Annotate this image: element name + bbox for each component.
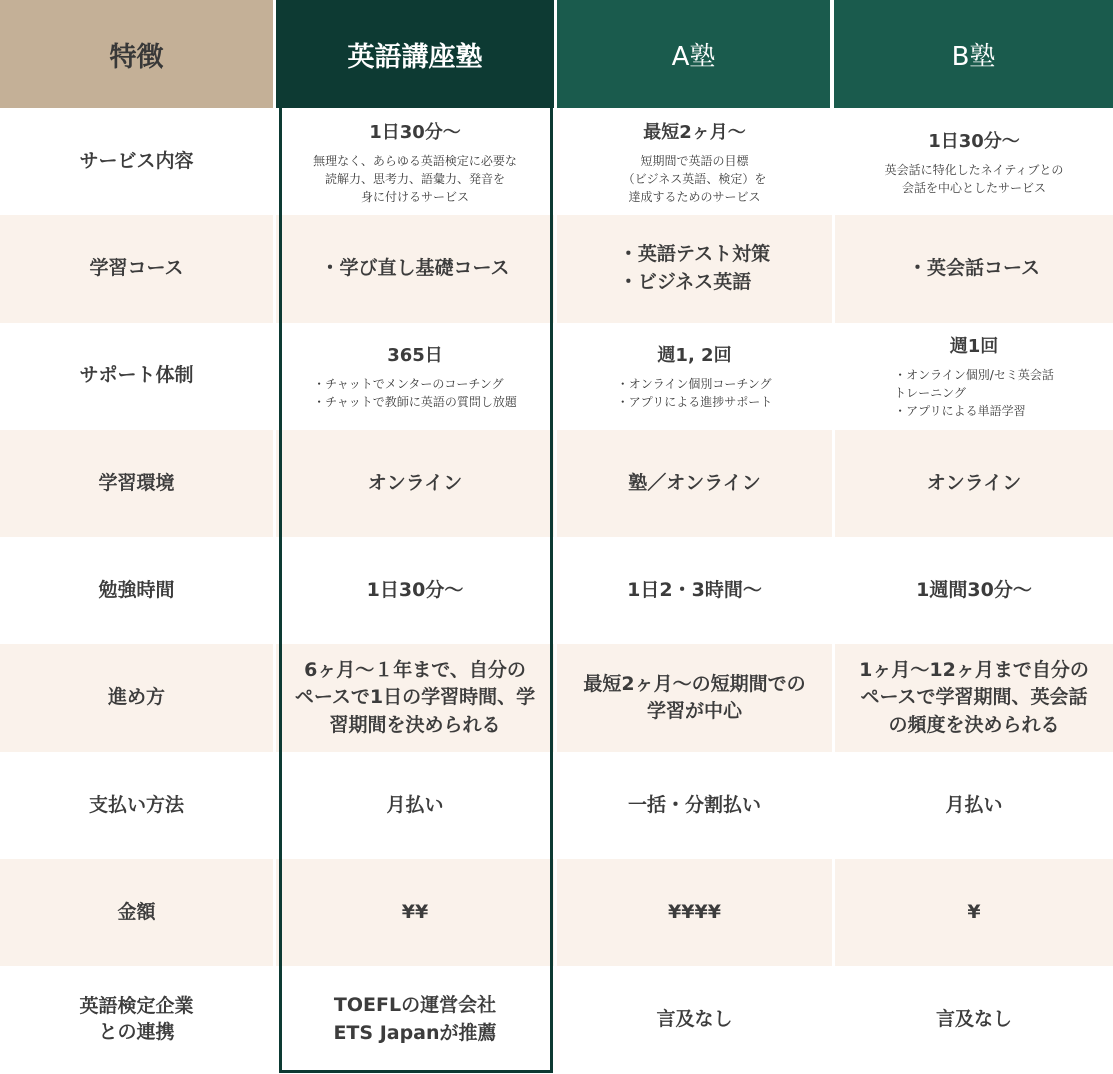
cell-ours-course [276,215,554,322]
cell-desc: ・チャットでメンターのコーチング ・チャットで教師に英語の質問し放題 [313,377,517,410]
cell-desc: 短期間で英語の目標 （ビジネス英語、検定）を 達成するためのサービス [622,153,767,204]
cell-title: 1日30分〜 [928,130,1020,152]
cell-a-study-time [557,537,832,644]
header-ours-label: 英語講座塾 [347,41,483,73]
cell-b-payment [835,752,1113,859]
cell-title: 365日 [387,345,443,367]
cell-text: 1日2・3時間〜 [627,579,762,602]
cell-text: 一括・分割払い [627,793,761,816]
cell-ours-service [276,108,554,215]
cell-a-payment [557,752,832,859]
cell-text: ¥¥ [401,900,429,923]
cell-text: TOEFLの運営会社 ETS Japanが推薦 [333,994,497,1045]
header-a-label: A塾 [671,41,716,72]
cell-text: ¥ [967,900,981,923]
header-ours [276,0,554,108]
cell-desc: ・オンライン個別/セミ英会話 トレーニング ・アプリによる単語学習 [894,368,1054,419]
cell-text: オンライン [926,471,1022,494]
cell-a-price [557,859,832,966]
cell-b-environment [835,430,1113,537]
row-label-study-time [0,537,273,644]
cell-text: ・学び直し基礎コース [320,257,510,280]
row-label-partnership [0,966,273,1073]
row-label-course [0,215,273,322]
header-b [834,0,1113,108]
cell-text: 最短2ヶ月〜の短期間での 学習が中心 [583,672,806,723]
cell-text: ・英会話コース [907,257,1041,280]
cell-ours-progress [276,644,554,751]
cell-a-partnership [557,966,832,1073]
cell-a-service [557,108,832,215]
header-feature-label: 特徴 [109,41,164,73]
cell-text: 言及なし [935,1008,1012,1031]
row-label-support [0,323,273,430]
row-label-service [0,108,273,215]
row-label-text: サポート体制 [79,364,194,387]
cell-text: オンライン [367,471,463,494]
cell-b-service [835,108,1113,215]
row-label-text: 学習環境 [98,471,175,494]
cell-b-study-time [835,537,1113,644]
cell-title: 1日30分〜 [369,121,461,143]
row-label-price [0,859,273,966]
header-feature [0,0,273,108]
cell-a-environment [557,430,832,537]
row-label-text: 英語検定企業 との連携 [79,995,194,1044]
row-label-text: サービス内容 [79,149,194,172]
cell-ours-payment [276,752,554,859]
cell-b-course [835,215,1113,322]
row-label-text: 進め方 [107,686,165,709]
cell-text: 月払い [945,793,1003,816]
cell-title: 週1回 [949,336,999,358]
row-label-text: 金額 [117,900,156,923]
cell-b-price [835,859,1113,966]
cell-a-support [557,323,832,430]
cell-ours-price [276,859,554,966]
row-label-text: 支払い方法 [88,793,184,816]
cell-b-progress [835,644,1113,751]
cell-text: 1週間30分〜 [916,579,1032,602]
cell-ours-partnership [276,966,554,1073]
cell-a-course [557,215,832,322]
cell-ours-environment [276,430,554,537]
header-b-label: B塾 [951,41,996,72]
cell-text: 1ヶ月〜12ヶ月まで自分の ペースで学習期間、英会話 の頻度を決められる [859,658,1089,736]
cell-text: 言及なし [656,1008,733,1031]
row-label-environment [0,430,273,537]
cell-text: 塾／オンライン [628,471,761,494]
cell-text: 6ヶ月〜１年まで、自分の ペースで1日の学習時間、学 習期間を決められる [294,658,536,736]
cell-b-partnership [835,966,1113,1073]
cell-text: 月払い [386,793,444,816]
cell-title: 最短2ヶ月〜 [643,121,746,143]
cell-title: 週1, 2回 [657,345,732,367]
cell-ours-study-time [276,537,554,644]
row-label-payment [0,752,273,859]
cell-text: 1日30分〜 [366,579,464,602]
cell-a-progress [557,644,832,751]
cell-ours-support [276,323,554,430]
row-label-text: 勉強時間 [98,579,175,602]
row-label-text: 学習コース [89,257,184,280]
header-a [557,0,830,108]
cell-text: ¥¥¥¥ [668,900,721,923]
cell-desc: ・オンライン個別コーチング ・アプリによる進捗サポート [616,377,773,410]
cell-text: ・英語テスト対策 ・ビジネス英語 [618,243,771,293]
cell-desc: 無理なく、あらゆる英語検定に必要な 読解力、思考力、語彙力、発音を 身に付けるサービス [313,153,517,204]
cell-b-support [835,323,1113,430]
row-label-progress [0,644,273,751]
cell-desc: 英会話に特化したネイティブとの 会話を中心としたサービス [884,162,1064,195]
